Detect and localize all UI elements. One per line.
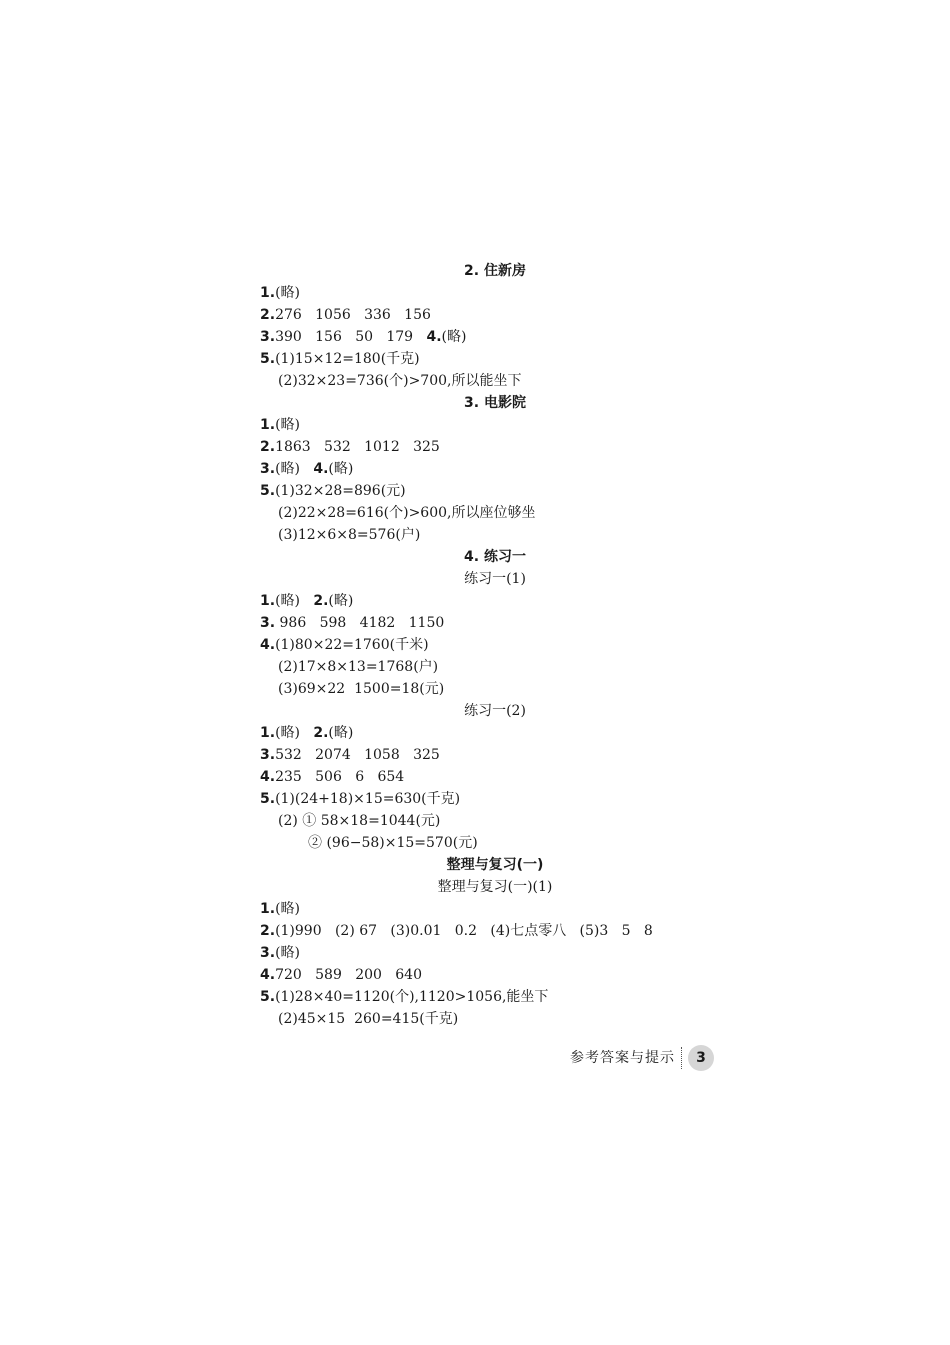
answer-text: (略) bbox=[328, 461, 354, 477]
question-number: 2. bbox=[260, 307, 276, 323]
answer-text: (略) bbox=[275, 945, 300, 961]
question-number: 2. bbox=[260, 923, 276, 939]
answer-line bbox=[260, 634, 740, 656]
answer-text: (1)15×12=180(千克) bbox=[275, 351, 420, 367]
answer-text: ② (96−58)×15=570(元) bbox=[308, 835, 478, 851]
question-number: 4. bbox=[260, 637, 276, 653]
answer-line bbox=[260, 612, 740, 634]
answer-text: (1)28×40=1120(个),1120>1056,能坐下 bbox=[275, 989, 549, 1005]
answer-line bbox=[260, 436, 740, 458]
answer-text: (1)80×22=1760(千米) bbox=[275, 637, 429, 653]
answer-line bbox=[260, 964, 740, 986]
section-title: 整理与复习(一) bbox=[446, 857, 544, 873]
answer-text: (2)32×23=736(个)>700,所以能坐下 bbox=[278, 373, 522, 389]
answer-text: (略) bbox=[275, 285, 300, 301]
answer-line bbox=[260, 458, 740, 480]
answer-text: (略) bbox=[328, 593, 354, 609]
subsection-title: 练习一(1) bbox=[464, 571, 526, 587]
answer-content bbox=[260, 260, 740, 1030]
answer-line bbox=[260, 744, 740, 766]
section-title: 2. 住新房 bbox=[464, 263, 526, 279]
answer-text: 235 506 6 654 bbox=[275, 769, 405, 785]
question-number: 2. bbox=[260, 439, 276, 455]
question-number: 4. bbox=[260, 769, 276, 785]
answer-text: (1)32×28=896(元) bbox=[275, 483, 406, 499]
question-number: 3. bbox=[260, 945, 276, 961]
answer-line bbox=[260, 678, 740, 700]
question-number: 3. bbox=[260, 615, 276, 631]
answer-text: 986 598 4182 1150 bbox=[275, 615, 445, 631]
subsection-title: 整理与复习(一)(1) bbox=[437, 879, 553, 895]
question-number: 2. bbox=[313, 593, 329, 609]
answer-line bbox=[260, 986, 740, 1008]
answer-text: (2) ① 58×18=1044(元) bbox=[278, 813, 441, 829]
answer-line bbox=[260, 370, 740, 392]
answer-text: (1)(24+18)×15=630(千克) bbox=[275, 791, 461, 807]
question-number: 1. bbox=[260, 725, 276, 741]
answer-text: 532 2074 1058 325 bbox=[275, 747, 440, 763]
answer-line bbox=[260, 898, 740, 920]
answer-text: (2)22×28=616(个)>600,所以座位够坐 bbox=[278, 505, 536, 521]
answer-line bbox=[260, 656, 740, 678]
answer-line bbox=[260, 810, 740, 832]
question-number: 2. bbox=[313, 725, 329, 741]
answer-line bbox=[260, 414, 740, 436]
answer-text: (3)12×6×8=576(户) bbox=[278, 527, 421, 543]
section-title: 4. 练习一 bbox=[464, 549, 526, 565]
answer-text: (略) bbox=[441, 329, 467, 345]
answer-text: (3)69×22 1500=18(元) bbox=[278, 681, 445, 697]
answer-text: (略) bbox=[275, 593, 314, 609]
answer-text: (略) bbox=[275, 461, 314, 477]
question-number: 5. bbox=[260, 483, 276, 499]
answer-text: 720 589 200 640 bbox=[275, 967, 423, 983]
question-number: 4. bbox=[426, 329, 442, 345]
answer-text: 390 156 50 179 bbox=[275, 329, 427, 345]
question-number: 1. bbox=[260, 901, 276, 917]
question-number: 3. bbox=[260, 461, 276, 477]
answer-text: 1863 532 1012 325 bbox=[275, 439, 440, 455]
footer-title: 参考答案与提示 bbox=[570, 1047, 682, 1069]
answer-line bbox=[260, 304, 740, 326]
question-number: 3. bbox=[260, 329, 276, 345]
question-number: 1. bbox=[260, 285, 276, 301]
answer-line bbox=[260, 942, 740, 964]
answer-text: (1)990 (2) 67 (3)0.01 0.2 (4)七点零八 (5)3 5 8 bbox=[275, 923, 653, 939]
answer-line bbox=[260, 480, 740, 502]
answer-line bbox=[260, 590, 740, 612]
section-title: 3. 电影院 bbox=[464, 395, 526, 411]
answer-line bbox=[260, 766, 740, 788]
answer-line bbox=[260, 1008, 740, 1030]
answer-text: (略) bbox=[275, 725, 314, 741]
page-footer bbox=[570, 1045, 714, 1071]
answer-line bbox=[260, 326, 740, 348]
answer-text: (2)45×15 260=415(千克) bbox=[278, 1011, 459, 1027]
answer-line bbox=[260, 502, 740, 524]
question-number: 4. bbox=[313, 461, 329, 477]
answer-line bbox=[260, 348, 740, 370]
answer-line bbox=[260, 920, 740, 942]
answer-line bbox=[260, 832, 740, 854]
answer-line bbox=[260, 524, 740, 546]
question-number: 4. bbox=[260, 967, 276, 983]
question-number: 5. bbox=[260, 351, 276, 367]
answer-text: (2)17×8×13=1768(户) bbox=[278, 659, 439, 675]
subsection-title: 练习一(2) bbox=[464, 703, 526, 719]
question-number: 5. bbox=[260, 791, 276, 807]
answer-text: (略) bbox=[328, 725, 354, 741]
question-number: 5. bbox=[260, 989, 276, 1005]
question-number: 1. bbox=[260, 593, 276, 609]
question-number: 3. bbox=[260, 747, 276, 763]
answer-line bbox=[260, 722, 740, 744]
answer-text: 276 1056 336 156 bbox=[275, 307, 431, 323]
page-number: 3 bbox=[688, 1045, 714, 1071]
answer-text: (略) bbox=[275, 417, 300, 433]
answer-line bbox=[260, 788, 740, 810]
answer-text: (略) bbox=[275, 901, 300, 917]
answer-line bbox=[260, 282, 740, 304]
question-number: 1. bbox=[260, 417, 276, 433]
